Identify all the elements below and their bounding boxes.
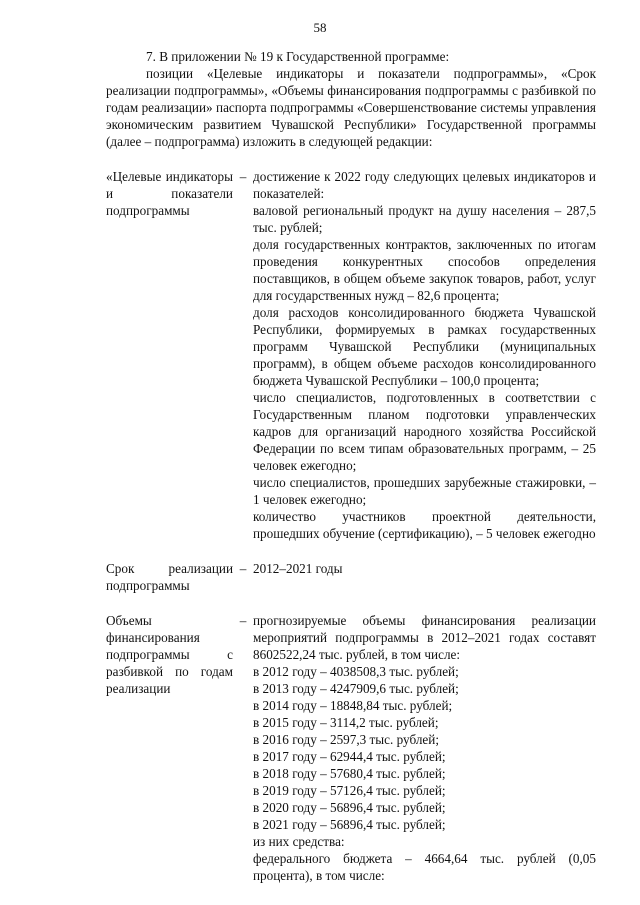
row-label: «Целевые индикаторы и показатели подпрограммы: [106, 169, 233, 218]
page-number: 58: [313, 20, 327, 35]
row-content: [253, 560, 596, 594]
content-line: федерального бюджета – 4664,64 тыс. рублей (0,05 процента), в том числе:: [253, 851, 596, 883]
content-line: 2012–2021 годы: [253, 561, 343, 576]
row-indicators: [106, 168, 596, 542]
row-dash: –: [239, 613, 247, 628]
content-line: в 2015 году – 3114,2 тыс. рублей;: [253, 715, 439, 730]
content-line: число специалистов, подготовленных в соответствии с Государственным планом подготовки управленческих кадров для организаций народного хозяйства Российской Федерации по всем типам образовательных программ, – 25 человек ежегодно;: [253, 390, 596, 473]
row-period: [106, 560, 596, 594]
content-line: в 2021 году – 56896,4 тыс. рублей;: [253, 817, 446, 832]
row-label: Объемы финансирования подпрограммы с разбивкой по годам реализации: [106, 613, 233, 696]
content-line: число специалистов, прошедших зарубежные стажировки, – 1 человек ежегодно;: [253, 475, 596, 507]
intro-line-1: 7. В приложении № 19 к Государственной программе:: [146, 49, 450, 64]
row-label: Срок реализации подпрограммы: [106, 561, 233, 593]
content-line: в 2016 году – 2597,3 тыс. рублей;: [253, 732, 439, 747]
intro-line-2: позиции «Целевые индикаторы и показатели подпрограммы», «Срок реализации подпрограммы», «Объемы финансирования подпрограммы с разбивкой по годам реализации» паспорта подпрограммы «Совершенствование системы управления экономическим развитием Чувашской Республики» Государственной программы (далее – подпрограмма) изложить в следующей редакции:: [106, 66, 596, 149]
intro-paragraph: [106, 48, 596, 150]
content-line: доля государственных контрактов, заключенных по итогам проведения конкурентных способов определения поставщиков, в общем объеме закупок товаров, работ, услуг для государственных нужд – 82,6 процента;: [253, 237, 596, 303]
content-line: в 2019 году – 57126,4 тыс. рублей;: [253, 783, 446, 798]
row-dash: –: [239, 561, 247, 576]
row-content: [253, 612, 596, 884]
passport-table: [106, 168, 596, 902]
content-line: доля расходов консолидированного бюджета Чувашской Республики, формируемых в рамках государственных программ Чувашской Республики (муниципальных программ), в общем объеме расходов консолидированного бюджета Чувашской Республики – 100,0 процента;: [253, 305, 596, 388]
content-line: в 2014 году – 18848,84 тыс. рублей;: [253, 698, 453, 713]
row-funding: [106, 612, 596, 884]
row-dash: –: [239, 169, 247, 184]
content-line: из них средства:: [253, 834, 345, 849]
content-line: в 2012 году – 4038508,3 тыс. рублей;: [253, 664, 459, 679]
content-line: в 2018 году – 57680,4 тыс. рублей;: [253, 766, 446, 781]
content-line: в 2017 году – 62944,4 тыс. рублей;: [253, 749, 446, 764]
content-line: прогнозируемые объемы финансирования реализации мероприятий подпрограммы в 2012–2021 годах составят 8602522,24 тыс. рублей, в том числе:: [253, 613, 596, 662]
content-line: в 2013 году – 4247909,6 тыс. рублей;: [253, 681, 459, 696]
content-line: достижение к 2022 году следующих целевых индикаторов и показателей:: [253, 169, 596, 201]
content-line: валовой региональный продукт на душу населения – 287,5 тыс. рублей;: [253, 203, 596, 235]
content-line: количество участников проектной деятельности, прошедших обучение (сертификацию), – 5 человек ежегодно: [253, 509, 596, 541]
row-content: [253, 168, 596, 542]
content-line: в 2020 году – 56896,4 тыс. рублей;: [253, 800, 446, 815]
